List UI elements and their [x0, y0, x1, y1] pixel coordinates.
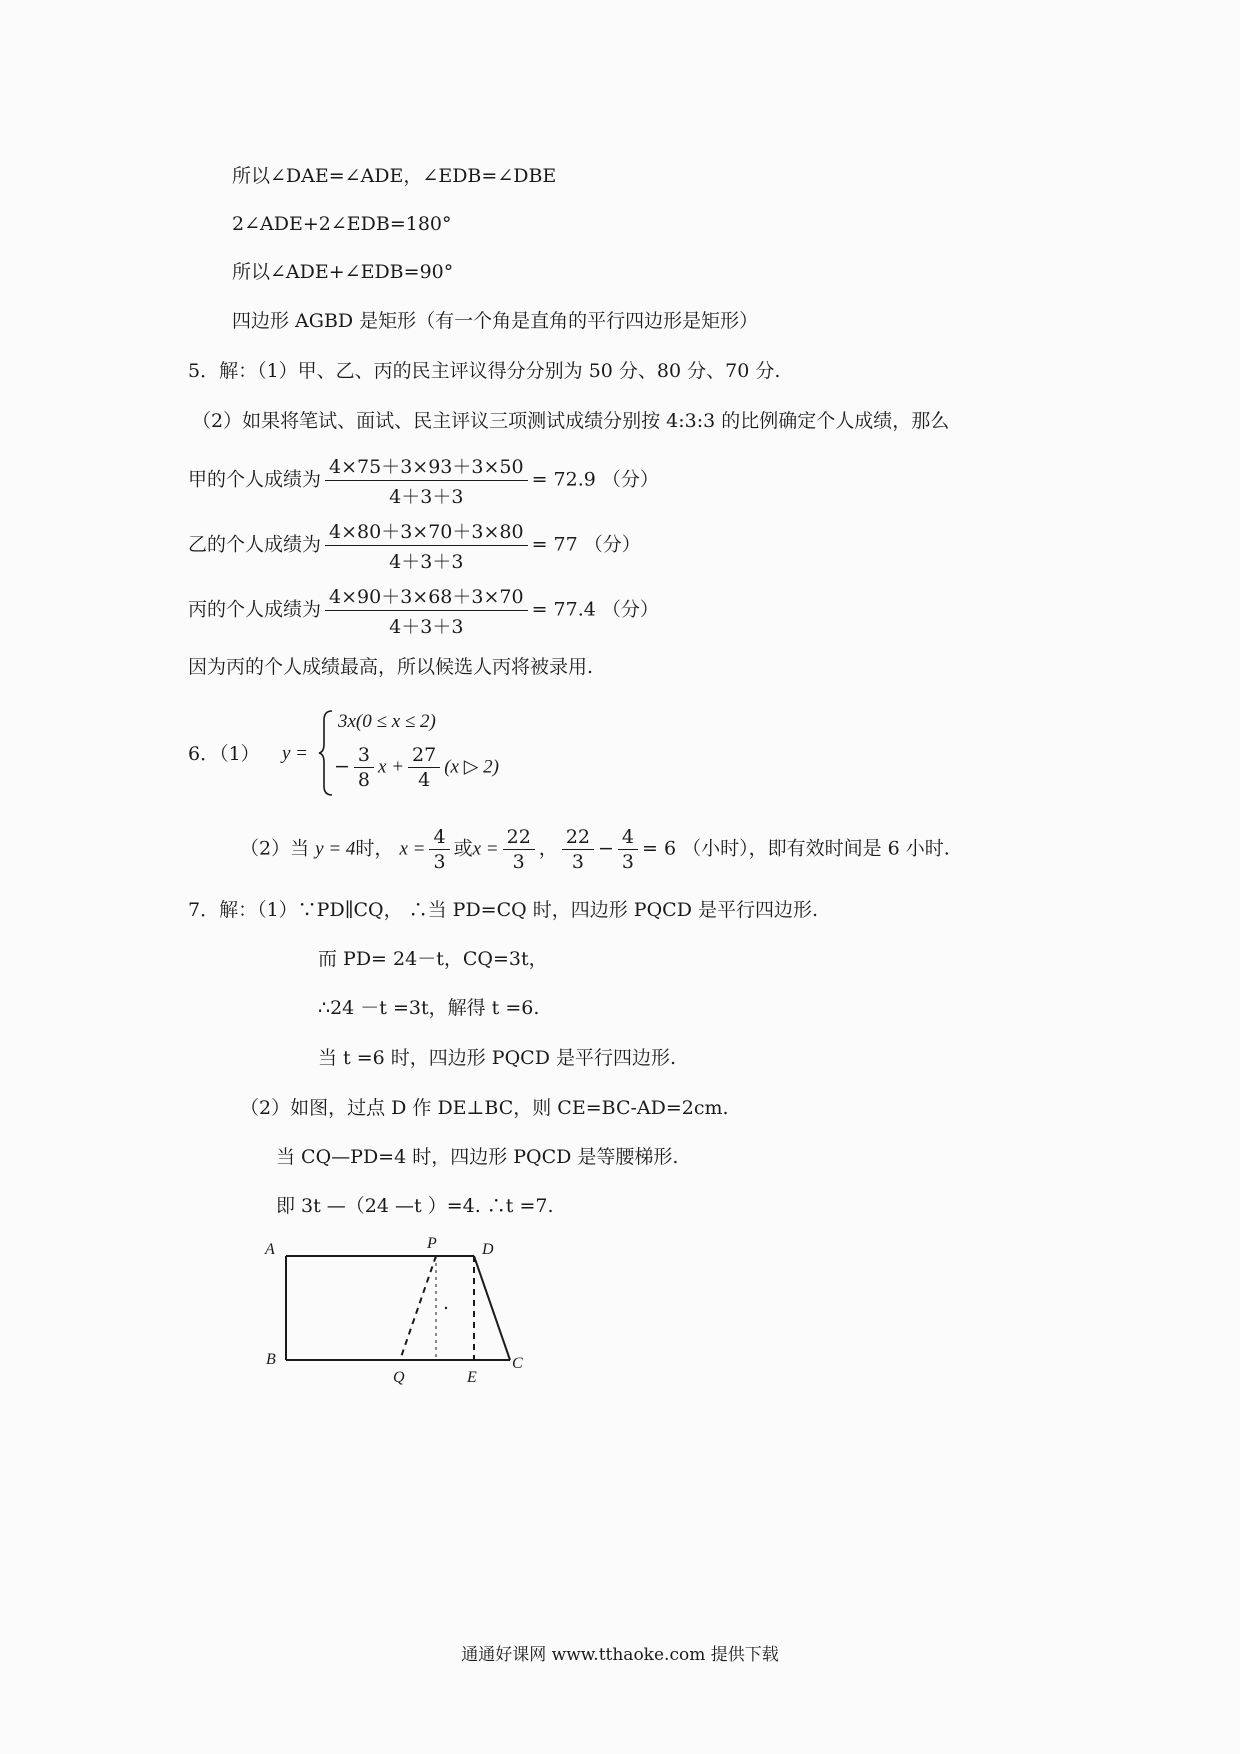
q7-line-2: 而 PD= 24－t，CQ=3t，	[318, 948, 548, 970]
q5-row-unit: （分）	[583, 533, 641, 556]
q5-row-result: = 72.9	[531, 468, 596, 491]
q5-row-fraction	[325, 517, 528, 574]
q5-row-label: 丙的个人成绩为	[188, 598, 322, 621]
label-q: Q	[393, 1369, 405, 1386]
q5-row-fraction	[325, 452, 528, 509]
fraction	[354, 744, 374, 791]
q5-row-jia	[188, 452, 659, 509]
q6-part2-f: = 6	[642, 837, 677, 860]
q6-label: 6．（1）	[188, 743, 260, 765]
fraction-denominator: 8	[357, 769, 371, 791]
label-b: B	[266, 1351, 276, 1368]
q6-case2-mid: x +	[378, 756, 405, 778]
q6-y-eq: y =	[282, 743, 309, 764]
fraction-denominator: 4＋3＋3	[389, 616, 464, 638]
q6-part2-c: 时，	[355, 837, 394, 860]
q6-part2-comma: ，	[538, 837, 558, 860]
q5-row-unit: （分）	[601, 598, 659, 621]
q5-row-result: = 77.4	[531, 598, 596, 621]
proof-line-2: 2∠ADE+2∠EDB=180°	[232, 213, 452, 235]
fraction	[503, 826, 535, 873]
q6-part2-a: （2）当	[240, 837, 310, 860]
q5-conclusion: 因为丙的个人成绩最高，所以候选人丙将被录用.	[188, 656, 594, 678]
proof-line-4: 四边形 AGBD 是矩形（有一个角是直角的平行四边形是矩形）	[232, 310, 759, 332]
fraction-numerator: 4×90＋3×68＋3×70	[325, 582, 528, 611]
proof-line-1: 所以∠DAE=∠ADE，∠EDB=∠DBE	[232, 165, 557, 187]
page-footer: 通通好课网 www.tthaoke.com 提供下载	[461, 1645, 779, 1665]
fraction	[618, 826, 638, 873]
q5-row-bing	[188, 582, 659, 639]
q7-line-6: 当 CQ—PD=4 时，四边形 PQCD 是等腰梯形.	[276, 1146, 679, 1168]
minus-sign: −	[334, 755, 350, 778]
center-dot	[445, 1307, 447, 1309]
fraction-denominator: 4	[418, 769, 431, 791]
label-a: A	[265, 1241, 275, 1258]
q6-part2-g: （小时），即有效时间是 6 小时.	[682, 837, 950, 860]
q6-part2-e: x =	[472, 838, 499, 860]
q5-row-yi	[188, 517, 641, 574]
fraction-numerator: 4×80＋3×70＋3×80	[325, 517, 528, 546]
fraction-numerator: 22	[503, 826, 535, 850]
q6-case2	[334, 744, 499, 791]
segment-pq	[400, 1256, 436, 1360]
fraction-denominator: 4＋3＋3	[389, 551, 464, 573]
fraction-denominator: 3	[512, 851, 525, 873]
fraction	[562, 826, 594, 873]
proof-line-3: 所以∠ADE+∠EDB=90°	[232, 261, 454, 283]
q7-line-3: ∴24 －t =3t，解得 t =6.	[318, 997, 540, 1019]
fraction-numerator: 27	[408, 744, 440, 768]
q5-row-label: 乙的个人成绩为	[188, 533, 322, 556]
fraction	[429, 826, 449, 873]
label-e: E	[467, 1369, 477, 1386]
q6-part2-b: y = 4	[315, 838, 356, 860]
fraction	[408, 744, 440, 791]
q7-line-5: （2）如图，过点 D 作 DE⊥BC，则 CE=BC-AD=2cm.	[240, 1097, 729, 1119]
fraction-numerator: 4	[618, 826, 638, 850]
q6-case1: 3x(0 ≤ x ≤ 2)	[338, 711, 436, 732]
label-p: P	[427, 1235, 437, 1252]
q7-line-1: 7．解：（1）∵PD∥CQ， ∴当 PD=CQ 时，四边形 PQCD 是平行四边形.	[188, 899, 819, 921]
geometry-figure	[260, 1232, 560, 1392]
fraction-numerator: 4	[429, 826, 449, 850]
q6-part2	[240, 826, 950, 873]
fraction-numerator: 3	[354, 744, 374, 768]
q5-part2: （2）如果将笔试、面试、民主评议三项测试成绩分别按 4:3:3 的比例确定个人成绩，那么	[192, 410, 950, 432]
q7-line-4: 当 t =6 时，四边形 PQCD 是平行四边形.	[318, 1047, 677, 1069]
q6-case2-condition: (x ▷ 2)	[444, 756, 499, 778]
fraction-denominator: 3	[621, 851, 635, 873]
q6-part2-d: x =	[399, 838, 426, 860]
label-d: D	[482, 1241, 494, 1258]
fraction-numerator: 22	[562, 826, 594, 850]
segment-dc	[474, 1256, 510, 1360]
fraction-denominator: 3	[433, 851, 446, 873]
q5-row-result: = 77	[531, 533, 578, 556]
q5-row-fraction	[325, 582, 528, 639]
q7-line-7: 即 3t —（24 —t ）=4. ∴t =7.	[276, 1195, 554, 1217]
q5-row-label: 甲的个人成绩为	[188, 468, 322, 491]
q6-part2-or: 或	[453, 837, 473, 860]
fraction-denominator: 3	[571, 851, 584, 873]
q5-part1: 5．解：（1）甲、乙、丙的民主评议得分分别为 50 分、80 分、70 分.	[188, 360, 781, 382]
fraction-denominator: 4＋3＋3	[389, 486, 464, 508]
fraction-numerator: 4×75＋3×93＋3×50	[325, 452, 528, 481]
q5-row-unit: （分）	[601, 468, 659, 491]
label-c: C	[512, 1355, 523, 1372]
minus-sign: −	[598, 837, 614, 860]
